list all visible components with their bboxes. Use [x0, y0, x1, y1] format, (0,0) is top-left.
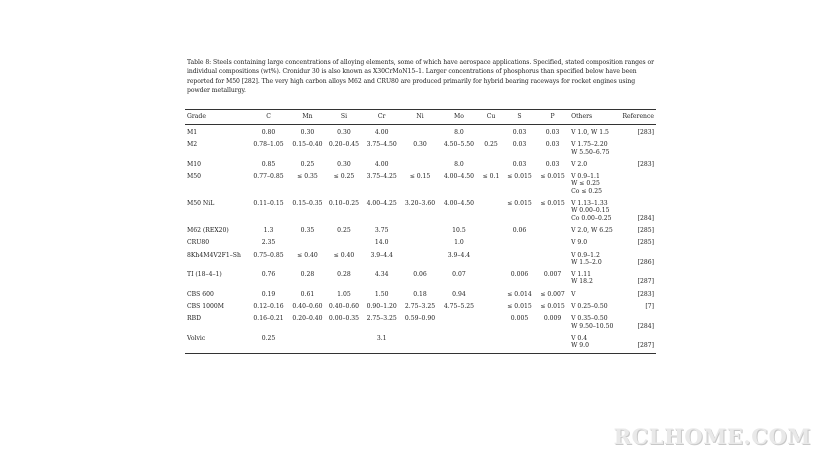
table-row: [185, 237, 656, 249]
table-cell: 0.94: [452, 290, 466, 298]
table-cell: 0.006: [510, 271, 529, 279]
others-line: V 1.75–2.20: [571, 141, 608, 149]
others-line: V: [571, 290, 576, 298]
table-cell: 4.00–4.25: [366, 200, 397, 208]
table-cell: 1.3: [263, 226, 274, 234]
table-cell: 2.35: [261, 239, 276, 247]
column-header: Others: [571, 113, 593, 121]
table-cell: [503, 250, 536, 270]
table-cell: M10: [187, 160, 201, 168]
table-cell: Volvic: [187, 334, 206, 342]
table-cell: 0.009: [543, 315, 562, 323]
table-cell: [569, 333, 620, 353]
column-header: Cu: [486, 113, 496, 121]
table-cell: 3.75–4.50: [366, 141, 397, 149]
table-cell: [287]: [637, 342, 654, 350]
table-cell: [283]: [637, 160, 654, 168]
table-cell: ≤ 0.25: [333, 173, 355, 181]
table-cell: [569, 301, 620, 313]
table-row: [185, 269, 656, 289]
table-cell: 0.03: [545, 141, 560, 149]
others-line: V 2.0: [571, 160, 588, 168]
table-cell: [7]: [645, 303, 654, 311]
others-line: V 0.9–1.2: [571, 251, 600, 259]
table-cell: [479, 333, 503, 353]
table-cell: 0.59–0.90: [404, 315, 436, 323]
column-header: C: [266, 113, 271, 121]
table-cell: 3.75: [374, 226, 389, 234]
table-cell: [569, 225, 620, 237]
table-cell: ≤ 0.1: [482, 173, 500, 181]
others-line: V 0.4: [571, 334, 588, 342]
table-cell: [289, 333, 326, 353]
table-cell: ≤ 0.014: [507, 290, 532, 298]
table-cell: 0.75–0.85: [253, 251, 284, 259]
table-cell: 4.34: [374, 271, 389, 279]
table-cell: 0.28: [337, 271, 351, 279]
table-cell: 0.20–0.40: [292, 315, 323, 323]
table-cell: 8.0: [454, 129, 464, 136]
table-cell: [401, 237, 439, 249]
others-line: V 0.9–1.1: [571, 173, 600, 181]
table-cell: CRU80: [187, 239, 210, 247]
table-cell: [284]: [637, 322, 654, 330]
table-cell: CBS 1000M: [187, 303, 224, 311]
table-cell: [479, 198, 503, 225]
table-row: [185, 250, 656, 270]
table-cell: [569, 269, 620, 289]
table-cell: [439, 333, 479, 353]
table-cell: [401, 159, 439, 171]
table-cell: 0.30: [413, 141, 427, 149]
table-cell: ≤ 0.015: [507, 303, 532, 311]
column-header: Mn: [302, 113, 313, 121]
table-cell: [569, 171, 620, 198]
others-line: V 9.0: [571, 239, 588, 247]
column-header: Mo: [453, 113, 464, 121]
table-row: [185, 333, 656, 353]
table-cell: RBD: [187, 315, 201, 323]
table-cell: ≤ 0.007: [540, 290, 565, 298]
table-cell: [285]: [637, 226, 654, 234]
table-cell: [620, 139, 656, 159]
table-cell: 0.25: [300, 160, 315, 168]
table-cell: 0.25: [261, 334, 276, 342]
table-cell: [569, 289, 620, 301]
table-cell: [401, 333, 439, 353]
table-cell: [439, 313, 479, 333]
table-cell: 4.00: [374, 129, 389, 136]
table-cell: [503, 237, 536, 249]
table-cell: ≤ 0.015: [507, 200, 532, 208]
table-cell: 2.75–3.25: [404, 303, 436, 311]
table-cell: [620, 171, 656, 198]
table-cell: 4.00–4.50: [443, 173, 475, 181]
table-cell: 0.10–0.25: [328, 200, 360, 208]
table-cell: [479, 237, 503, 249]
table-cell: 0.30: [337, 160, 351, 168]
table-cell: [569, 198, 620, 225]
others-line: Co ≤ 0.25: [571, 187, 602, 195]
table-cell: CBS 600: [187, 290, 214, 298]
table-cell: ≤ 0.015: [540, 173, 565, 181]
table-cell: [569, 237, 620, 249]
table-cell: [569, 125, 620, 140]
table-row: [185, 125, 656, 140]
table-row: [185, 289, 656, 301]
table-cell: M50 NiL: [187, 200, 215, 208]
table-row: [185, 225, 656, 237]
others-line: W ≤ 0.25: [571, 180, 600, 188]
table-cell: [536, 225, 569, 237]
table-cell: [479, 159, 503, 171]
others-line: W 9.0: [571, 342, 589, 350]
table-cell: [401, 250, 439, 270]
table-cell: 4.50–5.50: [443, 141, 475, 149]
table-cell: 0.80: [261, 129, 276, 136]
table-cell: 0.03: [545, 160, 560, 168]
table-cell: 0.007: [543, 271, 562, 279]
table-cell: 4.75–5.25: [443, 303, 475, 311]
others-line: W 5.50–6.75: [571, 148, 610, 156]
table-cell: 2.75–3.25: [366, 315, 397, 323]
others-line: Co 0.00–0.25: [571, 214, 612, 222]
table-cell: [479, 301, 503, 313]
table-cell: 0.06: [512, 226, 527, 234]
table-cell: [569, 250, 620, 270]
table-cell: 0.78–1.05: [253, 141, 284, 149]
table-row: [185, 139, 656, 159]
table-cell: 0.25: [337, 226, 351, 234]
column-header: Cr: [377, 113, 386, 121]
column-header: S: [517, 113, 522, 121]
table-cell: M1: [187, 129, 198, 136]
others-line: V 1.13–1.33: [571, 200, 608, 208]
table-cell: 0.03: [512, 141, 527, 149]
others-line: W 9.50–10.50: [571, 322, 614, 330]
table-cell: 0.06: [413, 271, 427, 279]
table-cell: 4.00: [374, 160, 389, 168]
table-cell: [326, 333, 363, 353]
others-line: W 18.2: [571, 278, 593, 286]
others-line: W 0.00–0.15: [571, 207, 610, 215]
table-cell: 3.20–3.60: [404, 200, 436, 208]
table-cell: [536, 237, 569, 249]
table-cell: 0.15–0.40: [292, 141, 323, 149]
table-cell: 0.76: [261, 271, 276, 279]
table-cell: ≤ 0.015: [540, 303, 565, 311]
table-cell: 1.50: [374, 290, 389, 298]
column-header: P: [550, 113, 555, 121]
table-cell: 0.77–0.85: [253, 173, 284, 181]
table-cell: 0.85: [261, 160, 276, 168]
table-header-row: [185, 110, 656, 125]
others-line: W 1.5–2.0: [571, 258, 602, 266]
table-cell: 0.90–1.20: [366, 303, 397, 311]
table-cell: M62 (REX20): [187, 226, 229, 234]
others-line: V 1.0, W 1.5: [571, 129, 609, 136]
table-cell: 0.00–0.35: [328, 315, 360, 323]
table-cell: 0.40–0.60: [292, 303, 323, 311]
table-cell: [401, 225, 439, 237]
table-cell: [283]: [637, 129, 654, 136]
table-cell: [283]: [637, 290, 654, 298]
table-cell: 0.15–0.35: [292, 200, 323, 208]
table-cell: [536, 250, 569, 270]
table-cell: 0.07: [452, 271, 466, 279]
table-cell: M50: [187, 173, 201, 181]
others-line: V 2.0, W 6.25: [571, 226, 613, 234]
table-cell: ≤ 0.15: [409, 173, 431, 181]
table-cell: [569, 139, 620, 159]
table-cell: ≤ 0.015: [507, 173, 532, 181]
column-header: Grade: [187, 113, 206, 121]
table-cell: 1.05: [337, 290, 351, 298]
column-header: Ni: [416, 113, 424, 121]
watermark-logo: RCLHOME.COM: [613, 424, 811, 449]
table-cell: 0.28: [300, 271, 315, 279]
table-cell: [284]: [637, 214, 654, 222]
table-row: [185, 313, 656, 333]
table-cell: [569, 313, 620, 333]
table-cell: [569, 159, 620, 171]
table-cell: [326, 237, 363, 249]
table-cell: ≤ 0.40: [297, 251, 318, 259]
alloy-composition-table: [185, 109, 656, 354]
table-cell: 0.30: [337, 129, 351, 136]
table-cell: M2: [187, 141, 198, 149]
table-row: [185, 198, 656, 225]
others-line: V 0.25–0.50: [571, 303, 608, 311]
table-cell: 3.75–4.25: [366, 173, 397, 181]
others-line: V 1.11: [571, 271, 591, 279]
table-cell: 0.11–0.15: [253, 200, 284, 208]
table-cell: ≤ 0.35: [297, 173, 318, 181]
table-cell: 0.30: [300, 129, 315, 136]
table-cell: [286]: [637, 258, 654, 266]
table-cell: 3.9–4.4: [370, 251, 393, 259]
others-line: V 0.35–0.50: [571, 315, 608, 323]
table-cell: 3.9–4.4: [447, 251, 471, 259]
table-cell: TI (18–4–1): [187, 271, 222, 279]
table-cell: 1.0: [454, 239, 464, 247]
table-cell: [536, 333, 569, 353]
table-cell: [479, 250, 503, 270]
table-cell: 0.19: [261, 290, 276, 298]
table-cell: [285]: [637, 239, 654, 247]
table-cell: 0.20–0.45: [328, 141, 360, 149]
table-row: [185, 171, 656, 198]
table-cell: 0.12–0.16: [253, 303, 284, 311]
table-cell: 0.03: [512, 160, 527, 168]
table-cell: [479, 269, 503, 289]
table-cell: ≤ 0.015: [540, 200, 565, 208]
table-cell: 3.1: [376, 334, 387, 342]
table-cell: 0.005: [510, 315, 529, 323]
table-cell: [479, 125, 503, 140]
table-cell: [479, 225, 503, 237]
table-cell: 4.00–4.50: [443, 200, 475, 208]
table-caption: Table 8: Steels containing large concentrations of alloying elements, some of which have aerospace applications. Specified, stated composition ranges or individual compositions (wt%). Cronidur 30 is also known as X30CrMoN15–1. Larger concentrations of phosphorus than specified below have been reported for M50 [282]. The very high carbon alloys M62 and CRU80 are produced primarily for hybrid bearing raceways for rocket engines using powder metallurgy.: [187, 59, 654, 95]
table-row: [185, 159, 656, 171]
table-cell: [401, 125, 439, 140]
table-cell: 8.0: [454, 160, 464, 168]
table-cell: 0.35: [300, 226, 315, 234]
table-cell: 0.16–0.21: [253, 315, 284, 323]
column-header: Si: [340, 113, 348, 121]
table-cell: ≤ 0.40: [333, 251, 355, 259]
table-cell: 8Kh4M4V2F1–Sh: [187, 251, 241, 259]
table-cell: 0.18: [413, 290, 427, 298]
table-cell: 0.25: [484, 141, 498, 149]
table-cell: 0.61: [300, 290, 315, 298]
table-cell: [289, 237, 326, 249]
table-cell: [479, 289, 503, 301]
table-cell: 14.0: [374, 239, 389, 247]
table-row: [185, 301, 656, 313]
table-cell: 0.40–0.60: [328, 303, 360, 311]
table-cell: 0.03: [545, 129, 560, 136]
table-cell: [503, 333, 536, 353]
table-cell: [479, 313, 503, 333]
table-cell: 0.03: [512, 129, 527, 136]
column-header: Reference: [622, 113, 654, 121]
table-cell: [287]: [637, 278, 654, 286]
table-cell: 10.5: [452, 226, 466, 234]
